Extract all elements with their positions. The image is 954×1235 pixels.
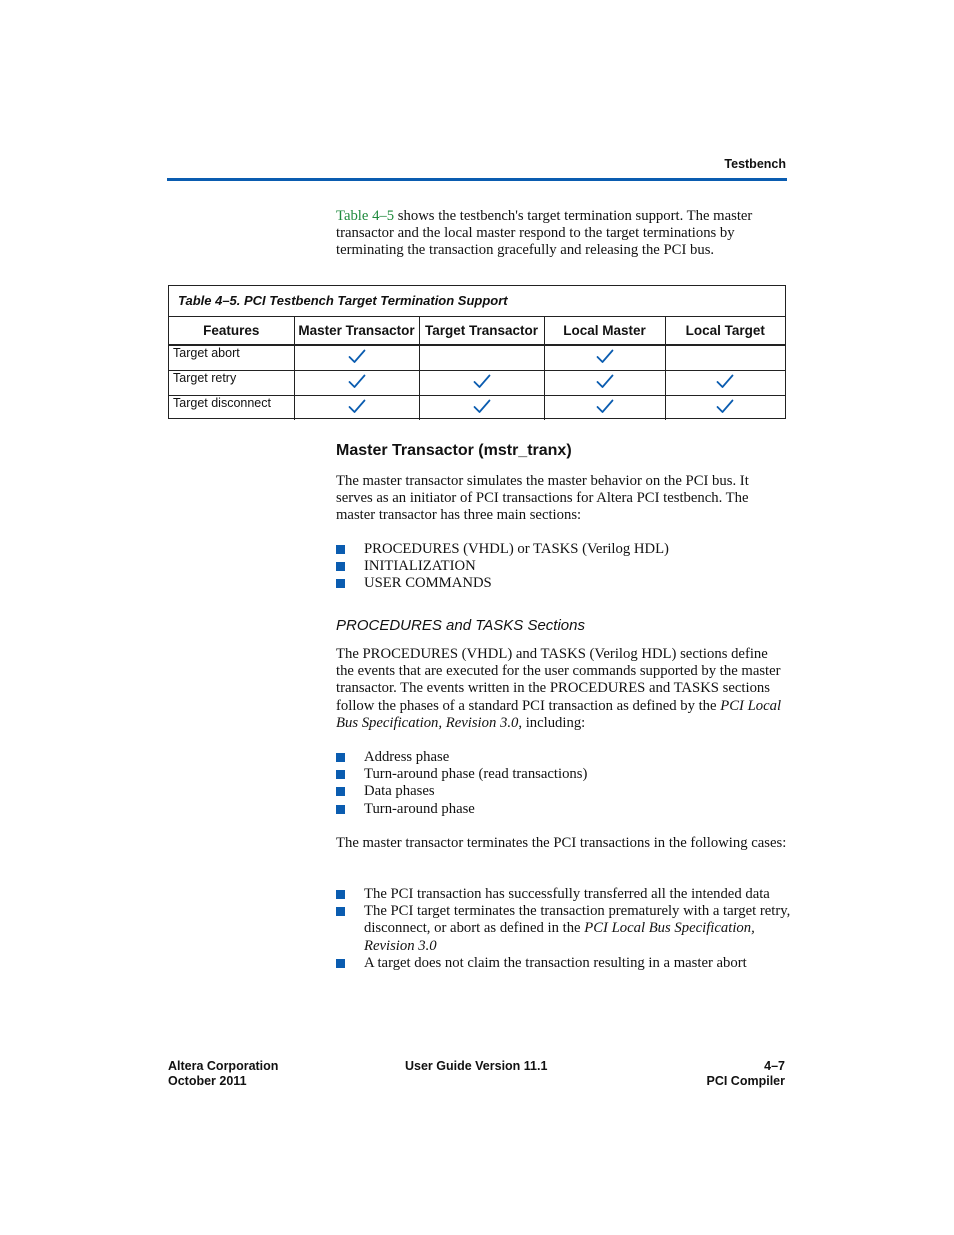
table-row xyxy=(169,396,785,421)
column-header: Local Target xyxy=(665,317,785,345)
footer-left xyxy=(168,1059,278,1089)
support-cell xyxy=(544,345,665,371)
section-heading: Master Transactor (mstr_tranx) xyxy=(336,442,572,459)
section-paragraph: The master transactor simulates the master behavior on the PCI bus. It serves as an initiator of PCI transactions for Altera PCI testbench. The master transactor has three main sections: xyxy=(336,473,749,524)
support-cell xyxy=(665,396,785,421)
feature-cell: Target abort xyxy=(169,345,294,371)
support-cell xyxy=(419,371,544,396)
square-bullet-icon xyxy=(336,959,345,968)
footer-date: October 2011 xyxy=(168,1074,247,1088)
feature-cell: Target retry xyxy=(169,371,294,396)
spec-title: PCI Local Bus Specification, Revision 3.0 xyxy=(364,920,755,954)
list-item: PROCEDURES (VHDL) or TASKS (Verilog HDL) xyxy=(336,541,791,558)
column-header: Master Transactor xyxy=(294,317,419,345)
phases-list xyxy=(336,749,791,818)
support-cell xyxy=(419,396,544,421)
list-item: Address phase xyxy=(336,749,791,766)
checkmark-icon xyxy=(348,374,366,389)
checkmark-icon xyxy=(596,374,614,389)
square-bullet-icon xyxy=(336,805,345,814)
termination-table xyxy=(168,285,786,419)
list-item: The PCI transaction has successfully transferred all the intended data xyxy=(336,886,791,903)
checkmark-icon xyxy=(348,399,366,414)
list-item: Turn-around phase (read transactions) xyxy=(336,766,791,783)
column-header: Features xyxy=(169,317,294,345)
support-cell xyxy=(544,371,665,396)
footer-company: Altera Corporation xyxy=(168,1059,279,1073)
footer-product: PCI Compiler xyxy=(706,1074,785,1088)
square-bullet-icon xyxy=(336,787,345,796)
square-bullet-icon xyxy=(336,579,345,588)
list-item: Turn-around phase xyxy=(336,801,791,818)
checkmark-icon xyxy=(596,399,614,414)
checkmark-icon xyxy=(716,399,734,414)
list-item: USER COMMANDS xyxy=(336,575,791,592)
table-row xyxy=(169,371,785,396)
square-bullet-icon xyxy=(336,770,345,779)
list-item: A target does not claim the transaction resulting in a master abort xyxy=(336,955,791,972)
checkmark-icon xyxy=(348,349,366,364)
column-header: Target Transactor xyxy=(419,317,544,345)
support-cell xyxy=(665,345,785,371)
square-bullet-icon xyxy=(336,545,345,554)
feature-cell: Target disconnect xyxy=(169,396,294,421)
list-item: The PCI target terminates the transaction prematurely with a target retry, disconnect, or abort as defined in the PCI Local Bus Specification, Revision 3.0 xyxy=(336,903,791,955)
support-cell xyxy=(544,396,665,421)
support-cell xyxy=(294,345,419,371)
support-cell xyxy=(294,371,419,396)
subsection-paragraph: The PROCEDURES (VHDL) and TASKS (Verilog HDL) sections define the events that are executed for the user commands supported by the master transactor. The events written in the PROCEDURES and TASKS sections follow the phases of a standard PCI transaction as defined by the PCI Local Bus Specification, Revision 3.0, including: xyxy=(336,646,782,731)
list-item: Data phases xyxy=(336,783,791,800)
header-rule xyxy=(167,178,787,181)
square-bullet-icon xyxy=(336,907,345,916)
table-caption: Table 4–5. PCI Testbench Target Termination Support xyxy=(169,286,785,317)
support-cell xyxy=(665,371,785,396)
running-header: Testbench xyxy=(724,157,786,171)
checkmark-icon xyxy=(716,374,734,389)
checkmark-icon xyxy=(473,399,491,414)
cases-intro: The master transactor terminates the PCI transactions in the following cases: xyxy=(336,835,787,851)
footer-guide-version: User Guide Version 11.1 xyxy=(405,1059,548,1073)
square-bullet-icon xyxy=(336,562,345,571)
cases-list xyxy=(336,886,791,972)
column-header: Local Master xyxy=(544,317,665,345)
support-cell xyxy=(419,345,544,371)
footer-right xyxy=(707,1059,786,1089)
table-reference-link[interactable]: Table 4–5 xyxy=(336,208,395,224)
table-header-row xyxy=(169,317,785,345)
sections-list xyxy=(336,541,791,593)
square-bullet-icon xyxy=(336,753,345,762)
footer-page-number: 4–7 xyxy=(764,1059,785,1073)
support-cell xyxy=(294,396,419,421)
checkmark-icon xyxy=(473,374,491,389)
checkmark-icon xyxy=(596,349,614,364)
footer-center xyxy=(405,1059,547,1074)
table-row xyxy=(169,345,785,371)
spec-title: PCI Local Bus Specification, Revision 3.0 xyxy=(336,697,782,731)
subsection-heading: PROCEDURES and TASKS Sections xyxy=(336,617,585,634)
intro-paragraph xyxy=(336,208,788,260)
square-bullet-icon xyxy=(336,890,345,899)
list-item: INITIALIZATION xyxy=(336,558,791,575)
intro-text: shows the testbench's target termination support. The master transactor and the local master respond to the target terminations by terminating the transaction gracefully and releasing the PCI bus. xyxy=(336,208,753,259)
